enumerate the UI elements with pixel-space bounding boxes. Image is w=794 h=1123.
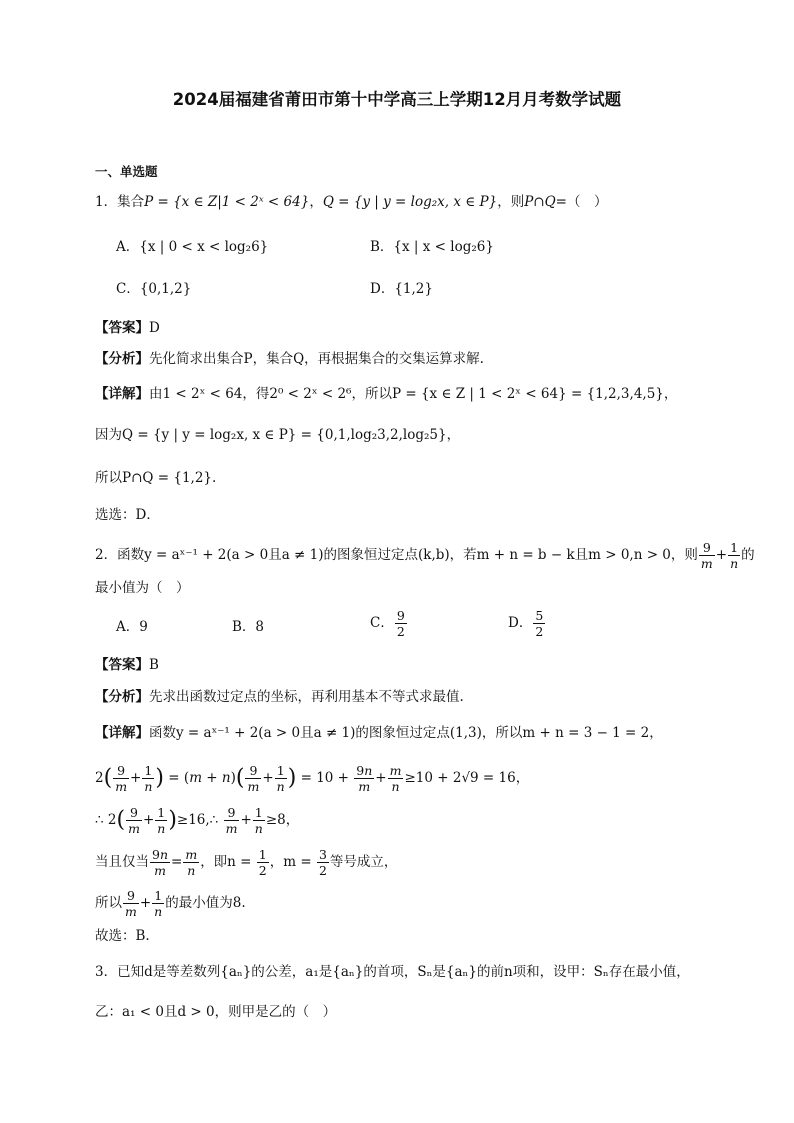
- page-title: 2024届福建省莆田市第十中学高三上学期12月月考数学试题: [172, 90, 622, 109]
- q2-stem-line-1: 2．函数y = aˣ⁻¹ + 2(a > 0且a ≠ 1)的图象恒过定点(k,b)，若m + n = b − k且m > 0,n > 0，则 $\frac{9}{m}$ + $\frac{1}{n}$ 的: [95, 540, 755, 571]
- q1-detail-line-3: 所以P∩Q = {1,2}.: [95, 470, 217, 486]
- q2-option-d[interactable]: D． $\frac{5}{2}$: [508, 608, 544, 639]
- q1-option-a[interactable]: A．{x | 0 < x < log₂6}: [116, 239, 269, 255]
- q3-stem-line-2: 乙：a₁ < 0且d > 0，则甲是乙的（ ）: [95, 1004, 337, 1020]
- q1-set-q: Q = {y | y = log₂x, x ∈ P}: [322, 194, 498, 210]
- q1-detail-line-4: 选选：D．: [95, 507, 160, 523]
- q2-option-c[interactable]: C． $\frac{9}{2}$: [370, 608, 405, 639]
- q1-option-c[interactable]: C．{0,1,2}: [116, 281, 192, 297]
- q2-option-b[interactable]: B．8: [232, 619, 265, 635]
- q2-option-a[interactable]: A．9: [116, 619, 148, 635]
- q3-stem-line-1: 3．已知d是等差数列{aₙ}的公差，a₁是{aₙ}的首项，Sₙ是{aₙ}的前n项和，设甲：Sₙ存在最小值，: [95, 964, 690, 980]
- q2-detail-line-5: 所以 $\frac{9}{m}$ + $\frac{1}{n}$ 的最小值为8.: [95, 888, 246, 919]
- q2-detail-line-6: 故选：B.: [95, 928, 150, 944]
- q2-answer: 【答案】B: [95, 657, 159, 673]
- q2-detail-line-1: 【详解】函数y = aˣ⁻¹ + 2(a > 0且a ≠ 1)的图象恒过定点(1,3)，所以m + n = 3 − 1 = 2，: [95, 725, 663, 741]
- q2-analysis: 【分析】先求出函数过定点的坐标，再利用基本不等式求最值.: [95, 689, 464, 705]
- q2-detail-line-3: ∴ 2( $\frac{9}{m}$ + $\frac{1}{n}$ )≥16,∴ $\frac{9}{m}$ + $\frac{1}{n}$ ≥8，: [95, 805, 300, 836]
- q2-detail-line-2: 2( $\frac{9}{m}$ + $\frac{1}{n}$ ) = (m + n)( $\frac{9}{m}$ + $\frac{1}{n}$ ) = 10 + $\frac{9n}{m}$ + $\frac{m}{n}$ ≥10 + 2√9 = 16，: [95, 763, 530, 794]
- q1-analysis: 【分析】先化简求出集合P，集合Q，再根据集合的交集运算求解.: [95, 351, 484, 367]
- q2-stem-line-2: 最小值为（ ）: [95, 580, 190, 596]
- q1-option-d[interactable]: D．{1,2}: [370, 281, 433, 297]
- q1-answer: 【答案】D: [95, 320, 160, 336]
- q1-option-b[interactable]: B．{x | x < log₂6}: [370, 239, 494, 255]
- q1-stem: 1．集合P = {x ∈ Z|1 < 2ˣ < 64}，Q = {y | y = log₂x, x ∈ P}，则P∩Q=（ ）: [95, 194, 608, 210]
- q1-detail-line-2: 因为Q = {y | y = log₂x, x ∈ P} = {0,1,log₂3,2,log₂5}，: [95, 427, 461, 443]
- q2-detail-line-4: 当且仅当 $\frac{9n}{m}$ = $\frac{m}{n}$ ，即n = $\frac{1}{2}$ ，m = $\frac{3}{2}$ 等号成立，: [95, 847, 398, 878]
- section-heading: 一、单选题: [95, 164, 158, 179]
- q1-detail-line-1: 【详解】由1 < 2ˣ < 64，得2⁰ < 2ˣ < 2⁶，所以P = {x ∈ Z | 1 < 2ˣ < 64} = {1,2,3,4,5}，: [95, 386, 678, 402]
- q1-set-p: P = {x ∈ Z|1 < 2ˣ < 64}: [144, 194, 310, 210]
